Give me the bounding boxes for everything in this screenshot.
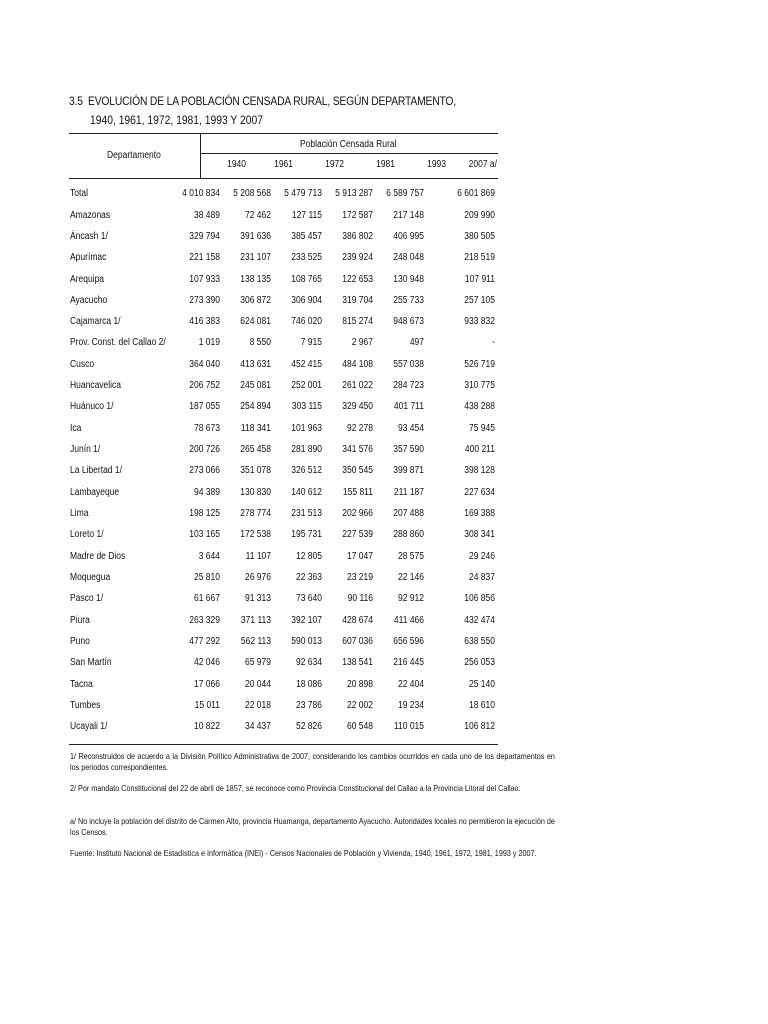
value-1940: 329 794 [189, 231, 220, 242]
table-bottom-rule [69, 744, 498, 745]
year-header: 1940 [227, 159, 246, 170]
value-2007: 169 388 [464, 508, 495, 519]
value-1940: 198 125 [189, 508, 220, 519]
value-1993: 19 234 [397, 700, 424, 711]
value-1972: 73 640 [295, 593, 322, 604]
value-1972: 23 786 [295, 700, 322, 711]
table-row [0, 401, 768, 417]
value-1993: 130 948 [393, 274, 424, 285]
value-2007: 310 775 [464, 380, 495, 391]
value-1993: 357 590 [393, 444, 424, 455]
table-row [0, 188, 768, 204]
table-row [0, 615, 768, 631]
value-1940: 38 489 [193, 210, 220, 221]
value-1981: 227 539 [342, 529, 373, 540]
table-row [0, 721, 768, 737]
value-1993: 255 733 [393, 295, 424, 306]
department-name: Pasco 1/ [70, 593, 104, 604]
value-1940: 25 810 [193, 572, 220, 583]
value-2007: 933 832 [464, 316, 495, 327]
value-2007: 75 945 [468, 423, 495, 434]
value-1981: 138 541 [342, 657, 373, 668]
department-name: Huancavelica [70, 380, 122, 391]
department-name: Loreto 1/ [70, 529, 104, 540]
value-1981: 5 913 287 [335, 188, 373, 199]
value-1961: 391 636 [240, 231, 271, 242]
value-1961: 371 113 [240, 615, 271, 626]
value-1940: 364 040 [189, 359, 220, 370]
value-1981: 155 811 [342, 487, 373, 498]
table-row [0, 465, 768, 481]
value-1993: 948 673 [393, 316, 424, 327]
value-1940: 187 055 [189, 401, 220, 412]
value-1981: 350 545 [342, 465, 373, 476]
value-1981: 20 898 [346, 679, 373, 690]
source-note: Fuente: Instituto Nacional de Estadística e Informática (INEI) - Censos Nacionales de Población y Vivienda, 1940, 1961, 1972, 1981, 1993 y 2007. [70, 849, 537, 858]
value-1981: 386 802 [342, 231, 373, 242]
table-title [69, 94, 456, 108]
value-1981: 23 219 [346, 572, 373, 583]
value-1972: 452 415 [291, 359, 322, 370]
value-1981: 60 548 [346, 721, 373, 732]
year-header: 1993 [427, 159, 446, 170]
value-2007: 24 837 [468, 572, 495, 583]
value-1993: 22 404 [397, 679, 424, 690]
value-1993: 93 454 [397, 423, 424, 434]
value-1972: 195 731 [291, 529, 322, 540]
table-row [0, 359, 768, 375]
table-row [0, 295, 768, 311]
value-1940: 17 066 [193, 679, 220, 690]
department-name: Moquegua [70, 572, 111, 583]
value-1961: 22 018 [244, 700, 271, 711]
value-1961: 138 135 [240, 274, 271, 285]
value-1961: 130 830 [240, 487, 271, 498]
department-name: Amazonas [70, 210, 111, 221]
value-2007: 256 053 [464, 657, 495, 668]
value-1972: 385 457 [291, 231, 322, 242]
department-name: Lima [70, 508, 89, 519]
value-2007: 106 856 [464, 593, 495, 604]
value-1940: 477 292 [189, 636, 220, 647]
value-1940: 1 019 [198, 337, 220, 348]
value-1993: 399 871 [393, 465, 424, 476]
value-1961: 351 078 [240, 465, 271, 476]
value-1972: 392 107 [291, 615, 322, 626]
header-bottom-rule [69, 178, 498, 179]
value-1993: 207 488 [393, 508, 424, 519]
value-2007: 18 610 [468, 700, 495, 711]
value-1961: 26 976 [244, 572, 271, 583]
value-1940: 4 010 834 [182, 188, 220, 199]
value-1993: 110 015 [393, 721, 424, 732]
value-1972: 746 020 [291, 316, 322, 327]
value-1940: 15 011 [194, 700, 220, 711]
group-header: Población Censada Rural [300, 139, 397, 150]
department-name: Cusco [70, 359, 95, 370]
value-1972: 101 963 [291, 423, 322, 434]
value-2007: 106 812 [464, 721, 495, 732]
table-row [0, 444, 768, 460]
value-2007: 107 911 [464, 274, 495, 285]
value-1981: 2 967 [351, 337, 373, 348]
value-1961: 11 107 [245, 551, 271, 562]
value-1961: 245 081 [240, 380, 271, 391]
department-name: San Martín [70, 657, 112, 668]
table-row [0, 529, 768, 545]
department-name: Áncash 1/ [70, 231, 108, 242]
value-1993: 6 589 757 [386, 188, 424, 199]
footnote-1: 1/ Reconstruidos de acuerdo a la División Político Administrativa de 2007, considerando los cambios ocurridos en cada uno de los departamentos en los periodos correspondientes. [70, 752, 555, 772]
value-1972: 18 086 [295, 679, 322, 690]
department-name: Huánuco 1/ [70, 401, 114, 412]
value-1940: 416 383 [189, 316, 220, 327]
department-name: Piura [70, 615, 90, 626]
value-1961: 91 313 [244, 593, 271, 604]
value-1940: 103 165 [189, 529, 220, 540]
value-1972: 12 805 [295, 551, 322, 562]
value-2007: 398 128 [464, 465, 495, 476]
value-2007: 400 211 [464, 444, 495, 455]
value-1981: 484 108 [342, 359, 373, 370]
value-1993: 497 [409, 337, 424, 348]
value-1940: 221 158 [189, 252, 220, 263]
value-1940: 107 933 [189, 274, 220, 285]
value-1972: 306 904 [291, 295, 322, 306]
table-row [0, 252, 768, 268]
value-1961: 8 550 [249, 337, 271, 348]
value-1972: 233 525 [291, 252, 322, 263]
value-1961: 65 979 [244, 657, 271, 668]
value-1972: 5 479 713 [284, 188, 322, 199]
table-row [0, 423, 768, 439]
department-name: Arequipa [70, 274, 105, 285]
table-row [0, 572, 768, 588]
value-1993: 28 575 [397, 551, 424, 562]
table-number: 3.5 [69, 94, 83, 108]
value-1972: 52 826 [295, 721, 322, 732]
value-1961: 72 462 [244, 210, 271, 221]
value-1993: 92 912 [397, 593, 424, 604]
value-1972: 127 115 [291, 210, 322, 221]
value-1961: 20 044 [244, 679, 271, 690]
value-1993: 217 148 [393, 210, 424, 221]
value-1940: 42 046 [193, 657, 220, 668]
value-1961: 562 113 [240, 636, 271, 647]
value-1981: 607 036 [342, 636, 373, 647]
value-1961: 306 872 [240, 295, 271, 306]
value-1961: 624 081 [240, 316, 271, 327]
value-1972: 7 915 [300, 337, 322, 348]
value-1993: 211 187 [393, 487, 424, 498]
value-1981: 239 924 [342, 252, 373, 263]
value-1981: 122 653 [342, 274, 373, 285]
table-row [0, 508, 768, 524]
table-top-rule [69, 133, 498, 134]
value-1981: 172 587 [342, 210, 373, 221]
department-name: Puno [70, 636, 90, 647]
table-row [0, 700, 768, 716]
value-1940: 3 644 [198, 551, 220, 562]
value-2007: 257 105 [464, 295, 495, 306]
value-1972: 108 765 [291, 274, 322, 285]
value-1961: 118 341 [240, 423, 271, 434]
department-name: Tacna [70, 679, 93, 690]
value-2007: 638 550 [464, 636, 495, 647]
value-1993: 656 596 [393, 636, 424, 647]
value-1972: 140 612 [291, 487, 322, 498]
value-1981: 815 274 [342, 316, 373, 327]
value-1972: 303 115 [291, 401, 322, 412]
value-2007: 29 246 [468, 551, 495, 562]
value-1981: 319 704 [342, 295, 373, 306]
value-1981: 428 674 [342, 615, 373, 626]
table-subtitle: 1940, 1961, 1972, 1981, 1993 Y 2007 [90, 113, 263, 127]
value-1961: 231 107 [240, 252, 271, 263]
value-1972: 22 363 [295, 572, 322, 583]
department-header: Departamento [107, 150, 161, 161]
year-header: 1981 [376, 159, 395, 170]
value-1940: 61 667 [193, 593, 220, 604]
department-name: Ayacucho [70, 295, 108, 306]
table-row [0, 636, 768, 652]
value-1972: 281 890 [291, 444, 322, 455]
table-row [0, 593, 768, 609]
value-1981: 92 278 [346, 423, 373, 434]
value-1993: 288 860 [393, 529, 424, 540]
table-row [0, 380, 768, 396]
dept-column-divider [200, 133, 201, 178]
value-1972: 252 001 [291, 380, 322, 391]
value-2007: 227 634 [464, 487, 495, 498]
year-header: 1972 [325, 159, 344, 170]
value-1940: 78 673 [193, 423, 220, 434]
value-1961: 172 538 [240, 529, 271, 540]
table-row [0, 679, 768, 695]
value-1993: 22 146 [397, 572, 424, 583]
value-2007: - [492, 337, 495, 348]
value-1981: 329 450 [342, 401, 373, 412]
table-title-text: EVOLUCIÓN DE LA POBLACIÓN CENSADA RURAL, SEGÚN DEPARTAMENTO, [88, 94, 456, 108]
value-2007: 6 601 869 [457, 188, 495, 199]
value-1940: 273 390 [189, 295, 220, 306]
value-1961: 254 894 [240, 401, 271, 412]
table-row [0, 210, 768, 226]
year-header: 2007 a/ [468, 159, 497, 170]
department-name: Prov. Const. del Callao 2/ [70, 337, 166, 348]
department-name: Junín 1/ [70, 444, 101, 455]
value-1940: 94 389 [193, 487, 220, 498]
value-2007: 25 140 [468, 679, 495, 690]
value-2007: 438 288 [464, 401, 495, 412]
value-1961: 5 208 568 [233, 188, 271, 199]
value-1961: 265 458 [240, 444, 271, 455]
table-row [0, 316, 768, 332]
table-row [0, 551, 768, 567]
group-header-rule [201, 153, 498, 154]
value-2007: 380 505 [464, 231, 495, 242]
department-name: Ucayali 1/ [70, 721, 108, 732]
department-name: Cajamarca 1/ [70, 316, 121, 327]
department-name: Apurímac [70, 252, 107, 263]
year-header: 1961 [274, 159, 293, 170]
value-1972: 231 513 [291, 508, 322, 519]
table-row [0, 657, 768, 673]
department-name: Total [70, 188, 88, 199]
table-row [0, 231, 768, 247]
value-1993: 248 048 [393, 252, 424, 263]
value-1940: 10 822 [193, 721, 220, 732]
table-row [0, 274, 768, 290]
value-2007: 308 341 [464, 529, 495, 540]
value-1972: 590 013 [291, 636, 322, 647]
value-2007: 526 719 [464, 359, 495, 370]
department-name: Ica [70, 423, 82, 434]
value-1981: 261 022 [342, 380, 373, 391]
value-1993: 401 711 [393, 401, 424, 412]
value-1981: 341 576 [342, 444, 373, 455]
value-1940: 273 066 [189, 465, 220, 476]
department-name: Lambayeque [70, 487, 120, 498]
value-1961: 278 774 [240, 508, 271, 519]
value-1981: 90 116 [347, 593, 373, 604]
table-row [0, 337, 768, 353]
department-name: Madre de Dios [70, 551, 126, 562]
footnote-a: a/ No incluye la población del distrito de Carmen Alto, provincia Huamanga, departamento Ayacucho. Autoridades locales no permitieron la ejecución de los Censos. [70, 817, 555, 837]
value-1993: 284 723 [393, 380, 424, 391]
value-1972: 92 634 [295, 657, 322, 668]
value-1972: 326 512 [291, 465, 322, 476]
table-row [0, 487, 768, 503]
footnote-2: 2/ Por mandato Constitucional del 22 de abril de 1857, se reconoce como Provincia Constitucional del Callao a la Provincia Litoral del Callao. [70, 784, 521, 793]
value-1940: 200 726 [189, 444, 220, 455]
value-1993: 406 995 [393, 231, 424, 242]
value-1940: 206 752 [189, 380, 220, 391]
value-1961: 413 631 [240, 359, 271, 370]
value-1981: 22 002 [346, 700, 373, 711]
value-2007: 432 474 [464, 615, 495, 626]
value-1981: 17 047 [346, 551, 373, 562]
value-1993: 411 466 [393, 615, 424, 626]
value-1993: 557 038 [393, 359, 424, 370]
value-1940: 263 329 [189, 615, 220, 626]
department-name: Tumbes [70, 700, 101, 711]
value-2007: 218 519 [464, 252, 495, 263]
value-2007: 209 990 [464, 210, 495, 221]
department-name: La Libertad 1/ [70, 465, 122, 476]
value-1961: 34 437 [244, 721, 271, 732]
value-1993: 216 445 [393, 657, 424, 668]
value-1981: 202 966 [342, 508, 373, 519]
